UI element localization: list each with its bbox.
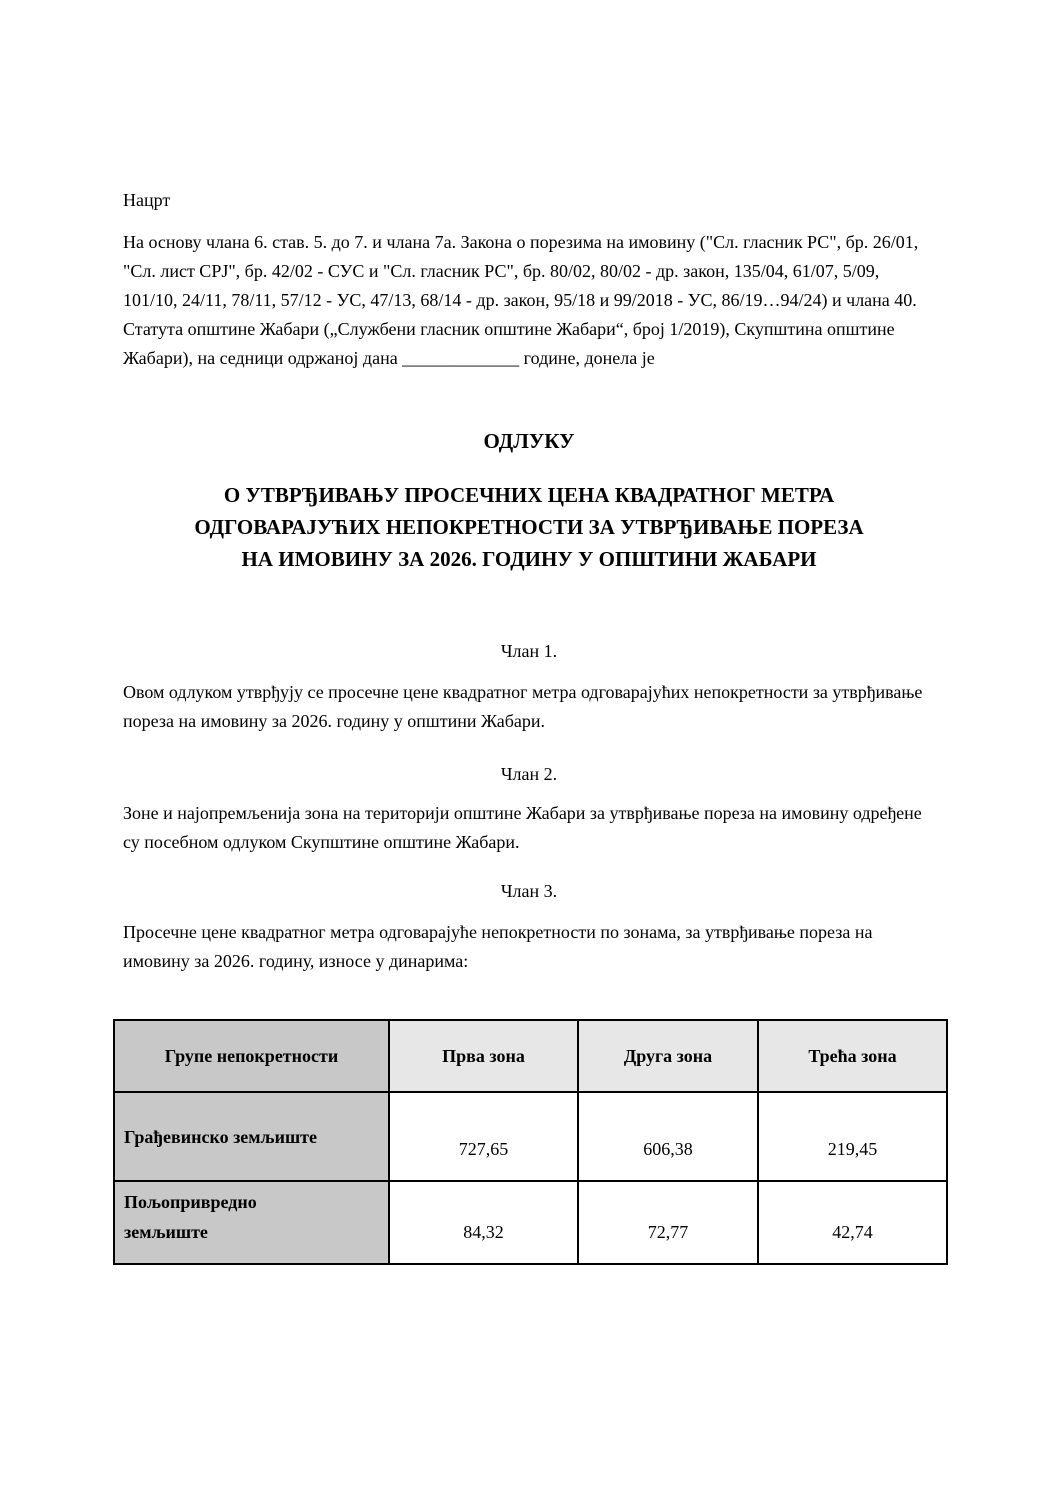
decision-title-line-3: НА ИМОВИНУ ЗА 2026. ГОДИНУ У ОПШТИНИ ЖАБАРИ [241, 547, 817, 571]
price-cell: 42,74 [758, 1181, 947, 1264]
price-cell: 606,38 [578, 1092, 758, 1181]
table-row-construction-land [114, 1092, 947, 1181]
column-header-property-groups: Групе непокретности [114, 1020, 389, 1092]
article-3-heading: Члан 3. [500, 881, 558, 901]
price-cell: 72,77 [578, 1181, 758, 1264]
decision-heading: ОДЛУКУ [483, 429, 575, 453]
column-header-zone-2: Друга зона [578, 1020, 758, 1092]
column-header-zone-1: Прва зона [389, 1020, 578, 1092]
intro-paragraph: На основу члана 6. став. 5. до 7. и члана 7а. Закона о порезима на имовину ("Сл. гласник РС", бр. 26/01, "Сл. лист СРЈ", бр. 42/02 - СУС и "Сл. гласник РС", бр. 80/02, 80/02 - др. закон, 135/04, 61/07, 5/09, 101/10, 24/11, 78/11, 57/12 - УС, 47/13, 68/14 - др. закон, 95/18 и 99/2018 - УС, 86/19…94/24) и члана 40. Статута општине Жабари („Службени гласник општине Жабари“, број 1/2019), Скупштина општине Жабари), на седници одржаној дана _____________ године, донела је [123, 232, 919, 368]
column-header-zone-3: Трећа зона [758, 1020, 947, 1092]
price-table [113, 1019, 948, 1265]
article-1-heading: Члан 1. [500, 641, 558, 661]
decision-title-line-1: О УТВРЂИВАЊУ ПРОСЕЧНИХ ЦЕНА КВАДРАТНОГ МЕТРА [223, 483, 835, 507]
price-table-header-row [114, 1020, 947, 1092]
row-label-agricultural-land: Пољопривредно земљиште [114, 1181, 389, 1264]
row-label-construction-land: Грађевинско земљиште [114, 1092, 389, 1181]
price-cell: 727,65 [389, 1092, 578, 1181]
draft-label: Нацрт [123, 190, 171, 210]
price-cell: 84,32 [389, 1181, 578, 1264]
decision-title [123, 479, 935, 575]
article-2-heading: Члан 2. [500, 764, 558, 784]
article-3-text: Просечне цене квадратног метра одговарајуће непокретности по зонама, за утврђивање пореза на имовину за 2026. годину, износе у динарима: [123, 922, 873, 971]
decision-title-line-2: ОДГОВАРАЈУЋИХ НЕПОКРЕТНОСТИ ЗА УТВРЂИВАЊЕ ПОРЕЗА [194, 515, 864, 539]
table-row-agricultural-land [114, 1181, 947, 1264]
article-2-text: Зоне и најопремљенија зона на територији општине Жабари за утврђивање пореза на имовину одређене су посебном одлуком Скупштине општине Жабари. [123, 803, 922, 852]
article-1-text: Овом одлуком утврђују се просечне цене квадратног метра одговарајућих непокретности за утврђивање пореза на имовину за 2026. годину у општини Жабари. [123, 682, 923, 731]
price-cell: 219,45 [758, 1092, 947, 1181]
